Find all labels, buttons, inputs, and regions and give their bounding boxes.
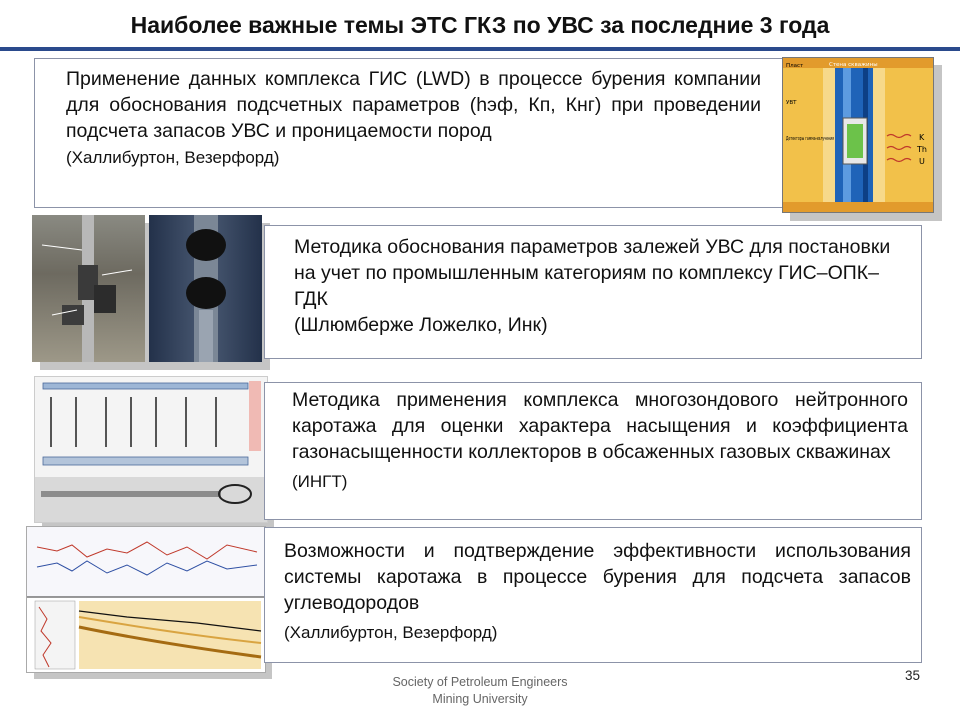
topic-3-box bbox=[264, 382, 922, 520]
neutron-tool-image bbox=[34, 376, 268, 523]
footer-line-1: Society of Petroleum Engineers bbox=[392, 675, 568, 689]
neutron-tool-svg bbox=[35, 377, 267, 522]
log-chart-svg bbox=[27, 527, 265, 672]
topic-2-box bbox=[264, 225, 922, 359]
topic-4-credit: (Халлибуртон, Везерфорд) bbox=[284, 623, 498, 642]
topic-3-credit: (ИНГТ) bbox=[292, 472, 348, 491]
log-chart-image bbox=[26, 526, 266, 673]
diagram-label-th: Th bbox=[917, 145, 927, 154]
diagram-label-plast: Пласт bbox=[786, 63, 804, 69]
logging-tool-svg-2 bbox=[149, 215, 262, 362]
topic-1-text: Применение данных комплекса ГИС (LWD) в процессе бурения компании для обоснования подсчетных параметров (hэф, Кп, Кнг) при проведении подсчета запасов УВС и проницаемости пород bbox=[66, 68, 761, 142]
topic-4-box bbox=[264, 527, 922, 663]
topic-2-credit: (Шлюмберже Ложелко, Инк) bbox=[294, 314, 548, 336]
title-underline bbox=[0, 47, 960, 51]
topic-2-text: Методика обоснования параметров залежей УВС для постановки на учет по промышленным категориям по комплексу ГИС–ОПК–ГДК bbox=[294, 236, 891, 310]
topic-1-text-block bbox=[66, 66, 761, 171]
diagram-label-detectors: Детекторы гамма-излучения bbox=[786, 136, 834, 142]
logging-tool-svg-1 bbox=[32, 215, 145, 362]
footer-line-2: Mining University bbox=[432, 692, 528, 706]
topic-1-box bbox=[34, 58, 788, 208]
lwd-diagram-svg bbox=[783, 58, 933, 212]
logging-tool-photo-2 bbox=[149, 215, 262, 362]
page-number: 35 bbox=[904, 668, 920, 683]
diagram-label-u: U bbox=[919, 157, 925, 166]
diagram-label-k: K bbox=[919, 133, 925, 142]
topic-3-text-block bbox=[292, 387, 908, 499]
diagram-label-wall: Стена скважины bbox=[829, 62, 878, 68]
topic-4-text-block bbox=[284, 538, 911, 650]
footer bbox=[340, 674, 620, 708]
logging-tool-photo-1 bbox=[32, 215, 145, 362]
slide-title: Наиболее важные темы ЭТС ГКЗ по УВС за последние 3 года bbox=[130, 12, 830, 38]
topic-4-text: Возможности и подтверждение эффективности использования системы каротажа в процессе бурения для подсчета запасов углеводородов bbox=[284, 540, 911, 614]
lwd-diagram-image bbox=[782, 57, 934, 213]
topic-3-text: Методика применения комплекса многозондового нейтронного каротажа для оценки характера насыщения и коэффициента газонасыщенности коллекторов в обсаженных газовых скважинах bbox=[292, 389, 908, 463]
topic-2-text-block bbox=[294, 234, 894, 338]
topic-1-credit: (Халлибуртон, Везерфорд) bbox=[66, 148, 280, 167]
diagram-label-uvt: УВТ bbox=[786, 100, 797, 106]
